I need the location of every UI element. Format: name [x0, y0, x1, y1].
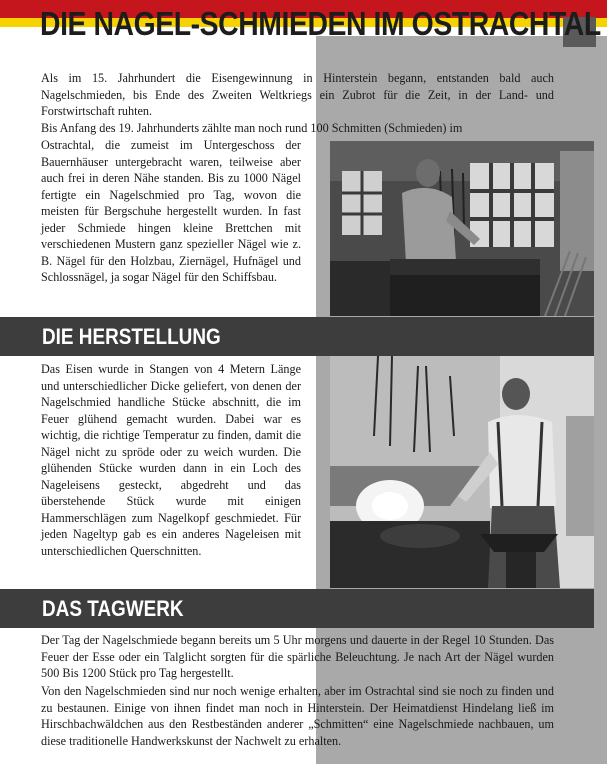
- photo-2-image: [330, 356, 594, 588]
- intro-paragraph-1: [41, 70, 554, 120]
- intro-paragraph-2-line: [41, 120, 554, 137]
- photo-smith-at-forge: [330, 356, 594, 588]
- photo-1-image: [330, 141, 594, 316]
- photo-nail-smith-at-window: [330, 141, 594, 316]
- heading-tagwerk: DAS TAGWERK: [42, 596, 184, 621]
- section-bar-tagwerk: [0, 589, 594, 628]
- page-title: DIE NAGEL-SCHMIEDEN IM OSTRACHTAL: [40, 5, 601, 42]
- intro-paragraph-2: [41, 137, 301, 286]
- intro-text-1: Als im 15. Jahrhundert die Eisengewinnung in Hinterstein begann, entstanden bald auch Nagelschmieden, bis Ende des Zweiten Weltkriegs ein Zubrot für die Zeit, in der Land- und Forstwirtschaft ruhten.: [41, 71, 554, 118]
- heading-herstellung: DIE HERSTELLUNG: [42, 324, 221, 349]
- herstellung-paragraph: [41, 361, 301, 559]
- tagwerk-text-1: Der Tag der Nagelschmiede begann bereits um 5 Uhr morgens und dauerte in der Regel 10 Stunden. Das Feuer der Esse oder ein Talglicht sorgten für die spärliche Beleuchtung. Je nach Art der Nägel wurden 500 Bis 1200 Stück pro Tag hergestellt.: [41, 633, 554, 680]
- tagwerk-paragraph-1: [41, 632, 554, 682]
- intro-text-2-rest: Ostrachtal, die zumeist im Untergeschoss der Bauernhäuser untergebracht waren, teilweise aber auch frei in deren Nähe standen. Bis zu 1000 Nägel fertigte ein Nagelschmied pro Tag, wovon die meisten für Bergschuhe hergestellt wurden. In fast jeder Schmiede hingen kleine Brettchen mit verschiedenen Mustern ganz spezieller Nägel wie z. B. Nägel für den Holzbau, Ziernägel, Hufnägel und Schlossnägel, ja sogar Nägel für den Schiffsbau.: [41, 138, 301, 284]
- tagwerk-paragraph-2: [41, 683, 554, 749]
- herstellung-text: Das Eisen wurde in Stangen von 4 Metern Länge und unterschiedlicher Dicke geliefert, von denen der Nagelschmied handliche Stücke abschnitt, die im Feuer glühend gemacht wurden. Dabei war es wichtig, die richtige Temperatur zu finden, damit die Nägel nicht zu spröde oder zu weich wurden. Die glühenden Stücke wurden dann in ein Loch des Nageleisens gesteckt, abgedreht und das überstehende Stück wurde mit einigen Hammerschlägen zum Nagelkopf geschmiedet. Für jeden Nageltyp gab es ein anderes Nageleisen mit unterschiedlichen Querschnitten.: [41, 362, 301, 558]
- intro-text-2-first-line: Bis Anfang des 19. Jahrhunderts zählte man noch rund 100 Schmitten (Schmieden) im: [41, 121, 463, 135]
- tagwerk-text-2: Von den Nagelschmieden sind nur noch wenige erhalten, aber im Ostrachtal sind sie noch zu finden und zu bestaunen. Einige von ihnen findet man noch in Hinterstein. Der Heimatdienst Hindelang ließ im Hirschbachwäldchen aus den Restbeständen anderer „Schmitten“ eine Nagelschmiede nachbauen, um diese traditionelle Handwerkskunst der Nachwelt zu erhalten.: [41, 684, 554, 748]
- section-bar-herstellung: [0, 317, 594, 356]
